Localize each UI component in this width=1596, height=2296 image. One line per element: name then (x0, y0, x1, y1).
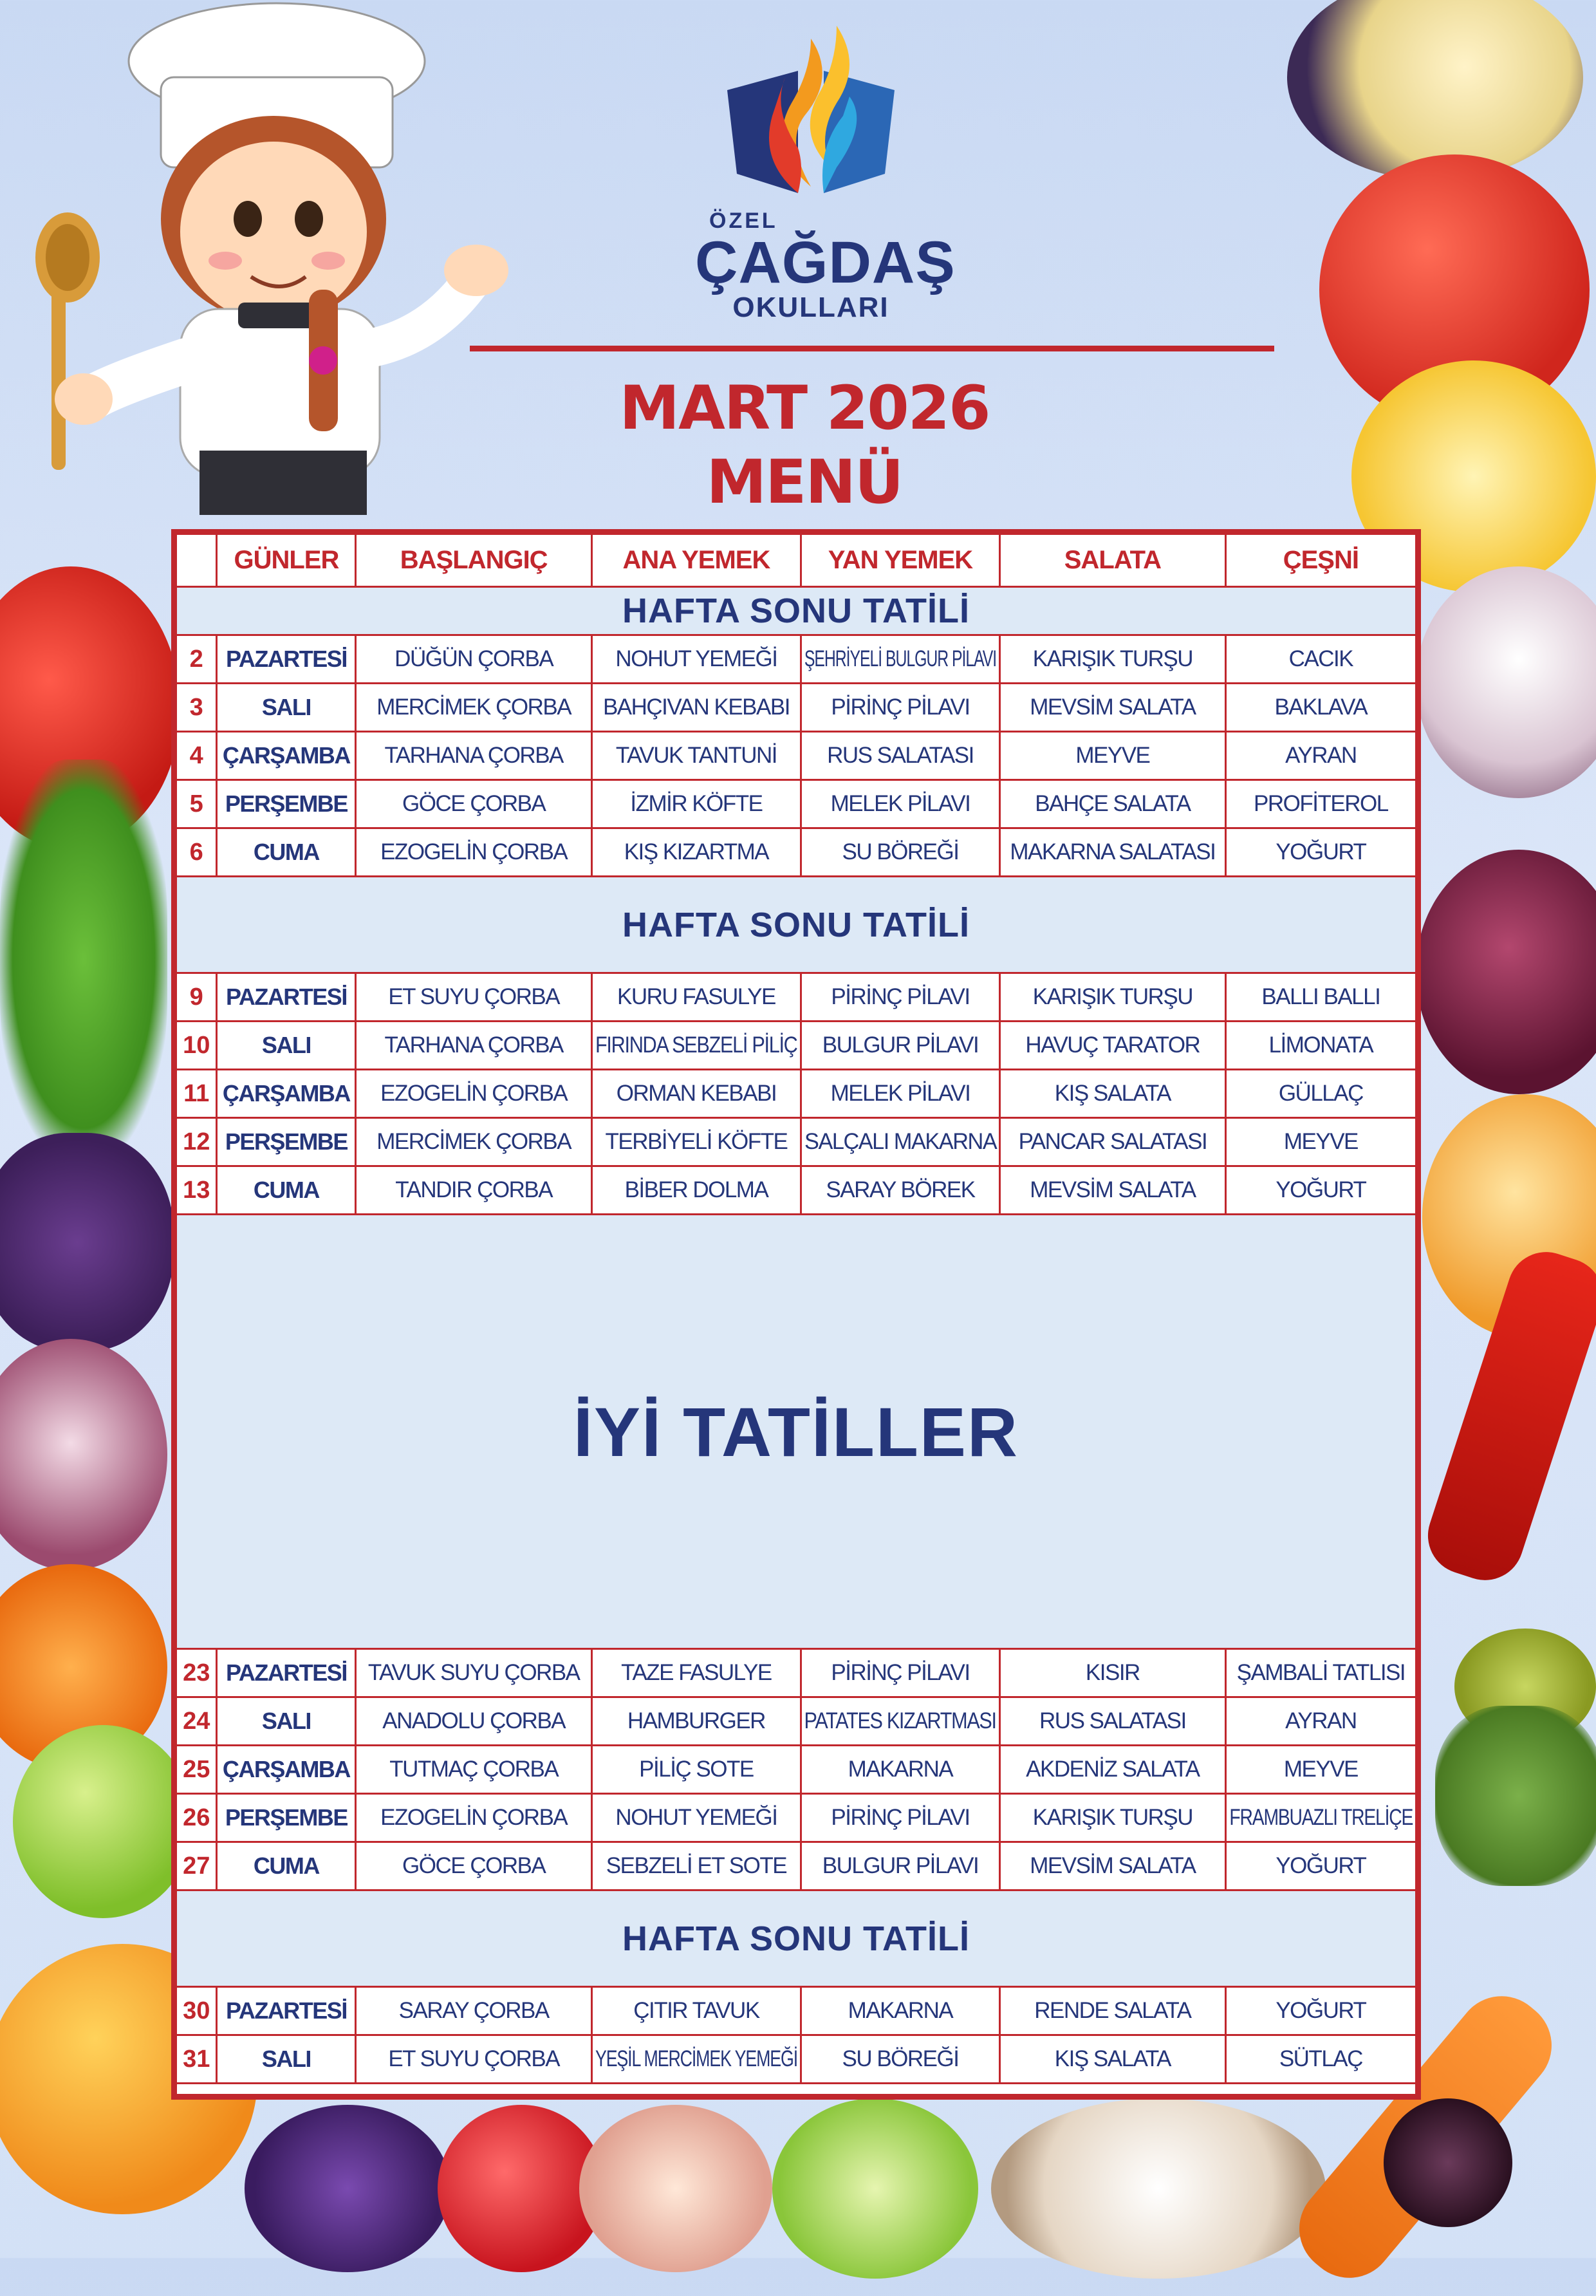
extra-cell: BALLI BALLI (1261, 984, 1380, 1009)
day-number: 24 (177, 1698, 218, 1744)
salad-cell: RUS SALATASI (1001, 1698, 1227, 1744)
starter-cell: MERCİMEK ÇORBA (357, 1119, 593, 1165)
day-name: PERŞEMBE (218, 781, 357, 827)
onion-half-decoration (0, 1339, 167, 1571)
logo-ozel-text: ÖZEL (709, 209, 778, 233)
salad-cell: RENDE SALATA (1001, 1988, 1227, 2034)
main-dish-cell: HAMBURGER (593, 1698, 802, 1744)
salad-cell: MEVSİM SALATA (1001, 1167, 1227, 1213)
starter-cell: EZOGELİN ÇORBA (357, 1070, 593, 1117)
header-baslangic: BAŞLANGIÇ (357, 535, 593, 586)
day-name: SALI (218, 684, 357, 731)
title-divider (470, 346, 1274, 351)
salad-cell: KIŞ SALATA (1001, 2036, 1227, 2082)
rosemary-decoration (1435, 1706, 1596, 1886)
salad-cell: MEYVE (1001, 733, 1227, 779)
table-row (177, 1070, 1415, 1119)
side-dish-cell: BULGUR PİLAVI (802, 1843, 1001, 1889)
day-name: CUMA (218, 1843, 357, 1889)
day-name: CUMA (218, 1167, 357, 1213)
starter-cell: GÖCE ÇORBA (357, 1843, 593, 1889)
extra-cell: YOĞURT (1276, 1998, 1366, 2023)
table-row (177, 636, 1415, 684)
starter-cell: GÖCE ÇORBA (357, 781, 593, 827)
starter-cell: ET SUYU ÇORBA (357, 2036, 593, 2082)
salad-cell: MAKARNA SALATASI (1001, 829, 1227, 875)
salad-cell: BAHÇE SALATA (1001, 781, 1227, 827)
day-number: 13 (177, 1167, 218, 1213)
extra-cell: MEYVE (1283, 1129, 1358, 1154)
table-row (177, 1746, 1415, 1795)
table-row (177, 829, 1415, 877)
extra-cell: LİMONATA (1268, 1032, 1373, 1058)
main-dish-cell: FIRINDA SEBZELİ PİLİÇ (593, 1022, 802, 1069)
day-number: 25 (177, 1746, 218, 1793)
extra-cell: FRAMBUAZLI TRELİÇE (1229, 1805, 1413, 1830)
green-apple-decoration (772, 2098, 978, 2279)
table-row (177, 781, 1415, 829)
main-dish-cell: BAHÇIVAN KEBABI (593, 684, 802, 731)
extra-cell: GÜLLAÇ (1278, 1081, 1363, 1106)
extra-cell: YOĞURT (1276, 1177, 1366, 1202)
fig-decoration (579, 2105, 772, 2272)
logo-emblem-icon (708, 19, 914, 212)
weekend-band: HAFTA SONU TATİLİ (177, 1891, 1415, 1988)
side-dish-cell: MELEK PİLAVI (802, 781, 1001, 827)
starter-cell: TUTMAÇ ÇORBA (357, 1746, 593, 1793)
day-name: PAZARTESİ (218, 1650, 357, 1696)
starter-cell: MERCİMEK ÇORBA (357, 684, 593, 731)
salad-cell: PANCAR SALATASI (1001, 1119, 1227, 1165)
basil-decoration (0, 1133, 174, 1352)
side-dish-cell: PATATES KIZARTMASI (802, 1698, 1001, 1744)
table-row (177, 1843, 1415, 1891)
side-dish-cell: MAKARNA (802, 1746, 1001, 1793)
table-row (177, 2036, 1415, 2084)
extra-cell: PROFİTEROL (1254, 791, 1388, 816)
starter-cell: TARHANA ÇORBA (357, 1022, 593, 1069)
plum-decoration (1384, 2098, 1512, 2227)
side-dish-cell: MAKARNA (802, 1988, 1001, 2034)
main-dish-cell: ORMAN KEBABI (593, 1070, 802, 1117)
day-number: 9 (177, 974, 218, 1020)
dill-decoration (0, 760, 167, 1159)
main-dish-cell: TERBİYELİ KÖFTE (593, 1119, 802, 1165)
extra-cell: AYRAN (1285, 1708, 1357, 1733)
day-name: ÇARŞAMBA (218, 1070, 357, 1117)
salad-cell: KARIŞIK TURŞU (1001, 636, 1227, 682)
table-row (177, 1698, 1415, 1746)
side-dish-cell: MELEK PİLAVI (802, 1070, 1001, 1117)
side-dish-cell: PİRİNÇ PİLAVI (802, 684, 1001, 731)
day-number: 23 (177, 1650, 218, 1696)
extra-cell: CACIK (1288, 646, 1353, 671)
day-name: PAZARTESİ (218, 974, 357, 1020)
side-dish-cell: SARAY BÖREK (802, 1167, 1001, 1213)
day-name: ÇARŞAMBA (218, 1746, 357, 1793)
menu-table-body (177, 535, 1415, 2094)
side-dish-cell: PİRİNÇ PİLAVI (802, 1650, 1001, 1696)
extra-cell: SÜTLAÇ (1279, 2046, 1362, 2071)
logo-name-text: ÇAĞDAŞ (695, 230, 956, 295)
side-dish-cell: PİRİNÇ PİLAVI (802, 1795, 1001, 1841)
header-cesni: ÇEŞNİ (1283, 546, 1359, 574)
starter-cell: TAVUK SUYU ÇORBA (357, 1650, 593, 1696)
day-number: 10 (177, 1022, 218, 1069)
side-dish-cell: SALÇALI MAKARNA (802, 1119, 1001, 1165)
table-row (177, 1988, 1415, 2036)
side-dish-cell: BULGUR PİLAVI (802, 1022, 1001, 1069)
day-number: 2 (177, 636, 218, 682)
salad-cell: MEVSİM SALATA (1001, 1843, 1227, 1889)
table-row (177, 974, 1415, 1022)
side-dish-cell: PİRİNÇ PİLAVI (802, 974, 1001, 1020)
table-row (177, 684, 1415, 733)
starter-cell: EZOGELİN ÇORBA (357, 1795, 593, 1841)
day-name: PAZARTESİ (218, 636, 357, 682)
day-number: 4 (177, 733, 218, 779)
weekend-band: HAFTA SONU TATİLİ (177, 588, 1415, 636)
page-title (450, 373, 1158, 521)
day-number: 26 (177, 1795, 218, 1841)
garlic-decoration (1416, 566, 1596, 798)
day-number: 5 (177, 781, 218, 827)
side-dish-cell: RUS SALATASI (802, 733, 1001, 779)
chili-pepper-decoration (1418, 1242, 1596, 1591)
day-name: SALI (218, 1698, 357, 1744)
apple-decoration (13, 1725, 193, 1918)
main-dish-cell: KURU FASULYE (593, 974, 802, 1020)
table-row (177, 1167, 1415, 1215)
table-row (177, 1795, 1415, 1843)
main-dish-cell: ÇITIR TAVUK (593, 1988, 802, 2034)
starter-cell: DÜĞÜN ÇORBA (357, 636, 593, 682)
extra-cell: BAKLAVA (1274, 695, 1368, 720)
main-dish-cell: NOHUT YEMEĞİ (593, 1795, 802, 1841)
extra-cell: YOĞURT (1276, 1853, 1366, 1878)
menu-table (171, 529, 1421, 2100)
weekend-band: HAFTA SONU TATİLİ (177, 877, 1415, 974)
header-yan-yemek: YAN YEMEK (802, 535, 1001, 586)
day-number: 30 (177, 1988, 218, 2034)
starter-cell: TANDIR ÇORBA (357, 1167, 593, 1213)
table-row (177, 1650, 1415, 1698)
salad-cell: KIŞ SALATA (1001, 1070, 1227, 1117)
main-dish-cell: SEBZELİ ET SOTE (593, 1843, 802, 1889)
table-row (177, 1022, 1415, 1070)
day-name: SALI (218, 1022, 357, 1069)
main-dish-cell: BİBER DOLMA (593, 1167, 802, 1213)
day-number: 27 (177, 1843, 218, 1889)
header-gunler: GÜNLER (218, 535, 357, 586)
starter-cell: SARAY ÇORBA (357, 1988, 593, 2034)
salad-cell: MEVSİM SALATA (1001, 684, 1227, 731)
day-name: PAZARTESİ (218, 1988, 357, 2034)
day-number: 31 (177, 2036, 218, 2082)
school-logo (695, 19, 956, 323)
extra-cell: YOĞURT (1276, 839, 1366, 864)
main-dish-cell: PİLİÇ SOTE (593, 1746, 802, 1793)
title-menu: MENÜ (706, 447, 903, 518)
main-dish-cell: TAZE FASULYE (593, 1650, 802, 1696)
logo-sub-text: OKULLARI (732, 292, 889, 323)
day-number: 6 (177, 829, 218, 875)
main-dish-cell: KIŞ KIZARTMA (593, 829, 802, 875)
main-dish-cell: TAVUK TANTUNİ (593, 733, 802, 779)
main-dish-cell: NOHUT YEMEĞİ (593, 636, 802, 682)
starter-cell: ET SUYU ÇORBA (357, 974, 593, 1020)
side-dish-cell: SU BÖREĞİ (802, 829, 1001, 875)
salad-cell: KISIR (1001, 1650, 1227, 1696)
header-number-cell (177, 535, 218, 586)
day-number: 11 (177, 1070, 218, 1117)
salad-cell: KARIŞIK TURŞU (1001, 1795, 1227, 1841)
title-month: MART 2026 (619, 373, 990, 443)
salad-cell: AKDENİZ SALATA (1001, 1746, 1227, 1793)
header-salata: SALATA (1001, 535, 1227, 586)
day-name: SALI (218, 2036, 357, 2082)
extra-cell: AYRAN (1285, 743, 1357, 768)
table-row (177, 1119, 1415, 1167)
starter-cell: TARHANA ÇORBA (357, 733, 593, 779)
starter-cell: EZOGELİN ÇORBA (357, 829, 593, 875)
table-header-row (177, 535, 1415, 588)
day-number: 3 (177, 684, 218, 731)
side-dish-cell: SU BÖREĞİ (802, 2036, 1001, 2082)
side-dish-cell: ŞEHRİYELİ BULGUR PİLAVI (802, 636, 1001, 682)
extra-cell: ŞAMBALİ TATLISI (1236, 1660, 1406, 1685)
day-name: ÇARŞAMBA (218, 733, 357, 779)
day-name: CUMA (218, 829, 357, 875)
holiday-band: İYİ TATİLLER (177, 1215, 1415, 1650)
header-ana-yemek: ANA YEMEK (593, 535, 802, 586)
main-dish-cell: İZMİR KÖFTE (593, 781, 802, 827)
red-onion-decoration (1416, 850, 1596, 1094)
day-name: PERŞEMBE (218, 1795, 357, 1841)
table-row (177, 733, 1415, 781)
main-dish-cell: YEŞİL MERCİMEK YEMEĞİ (593, 2036, 802, 2082)
day-number: 12 (177, 1119, 218, 1165)
day-name: PERŞEMBE (218, 1119, 357, 1165)
eggplant-bottom-decoration (245, 2105, 450, 2272)
salad-cell: KARIŞIK TURŞU (1001, 974, 1227, 1020)
salad-cell: HAVUÇ TARATOR (1001, 1022, 1227, 1069)
starter-cell: ANADOLU ÇORBA (357, 1698, 593, 1744)
chef-illustration (26, 0, 515, 515)
mushroom-decoration (991, 2098, 1326, 2279)
extra-cell: MEYVE (1283, 1757, 1358, 1782)
eggplant-decoration (1287, 0, 1583, 180)
